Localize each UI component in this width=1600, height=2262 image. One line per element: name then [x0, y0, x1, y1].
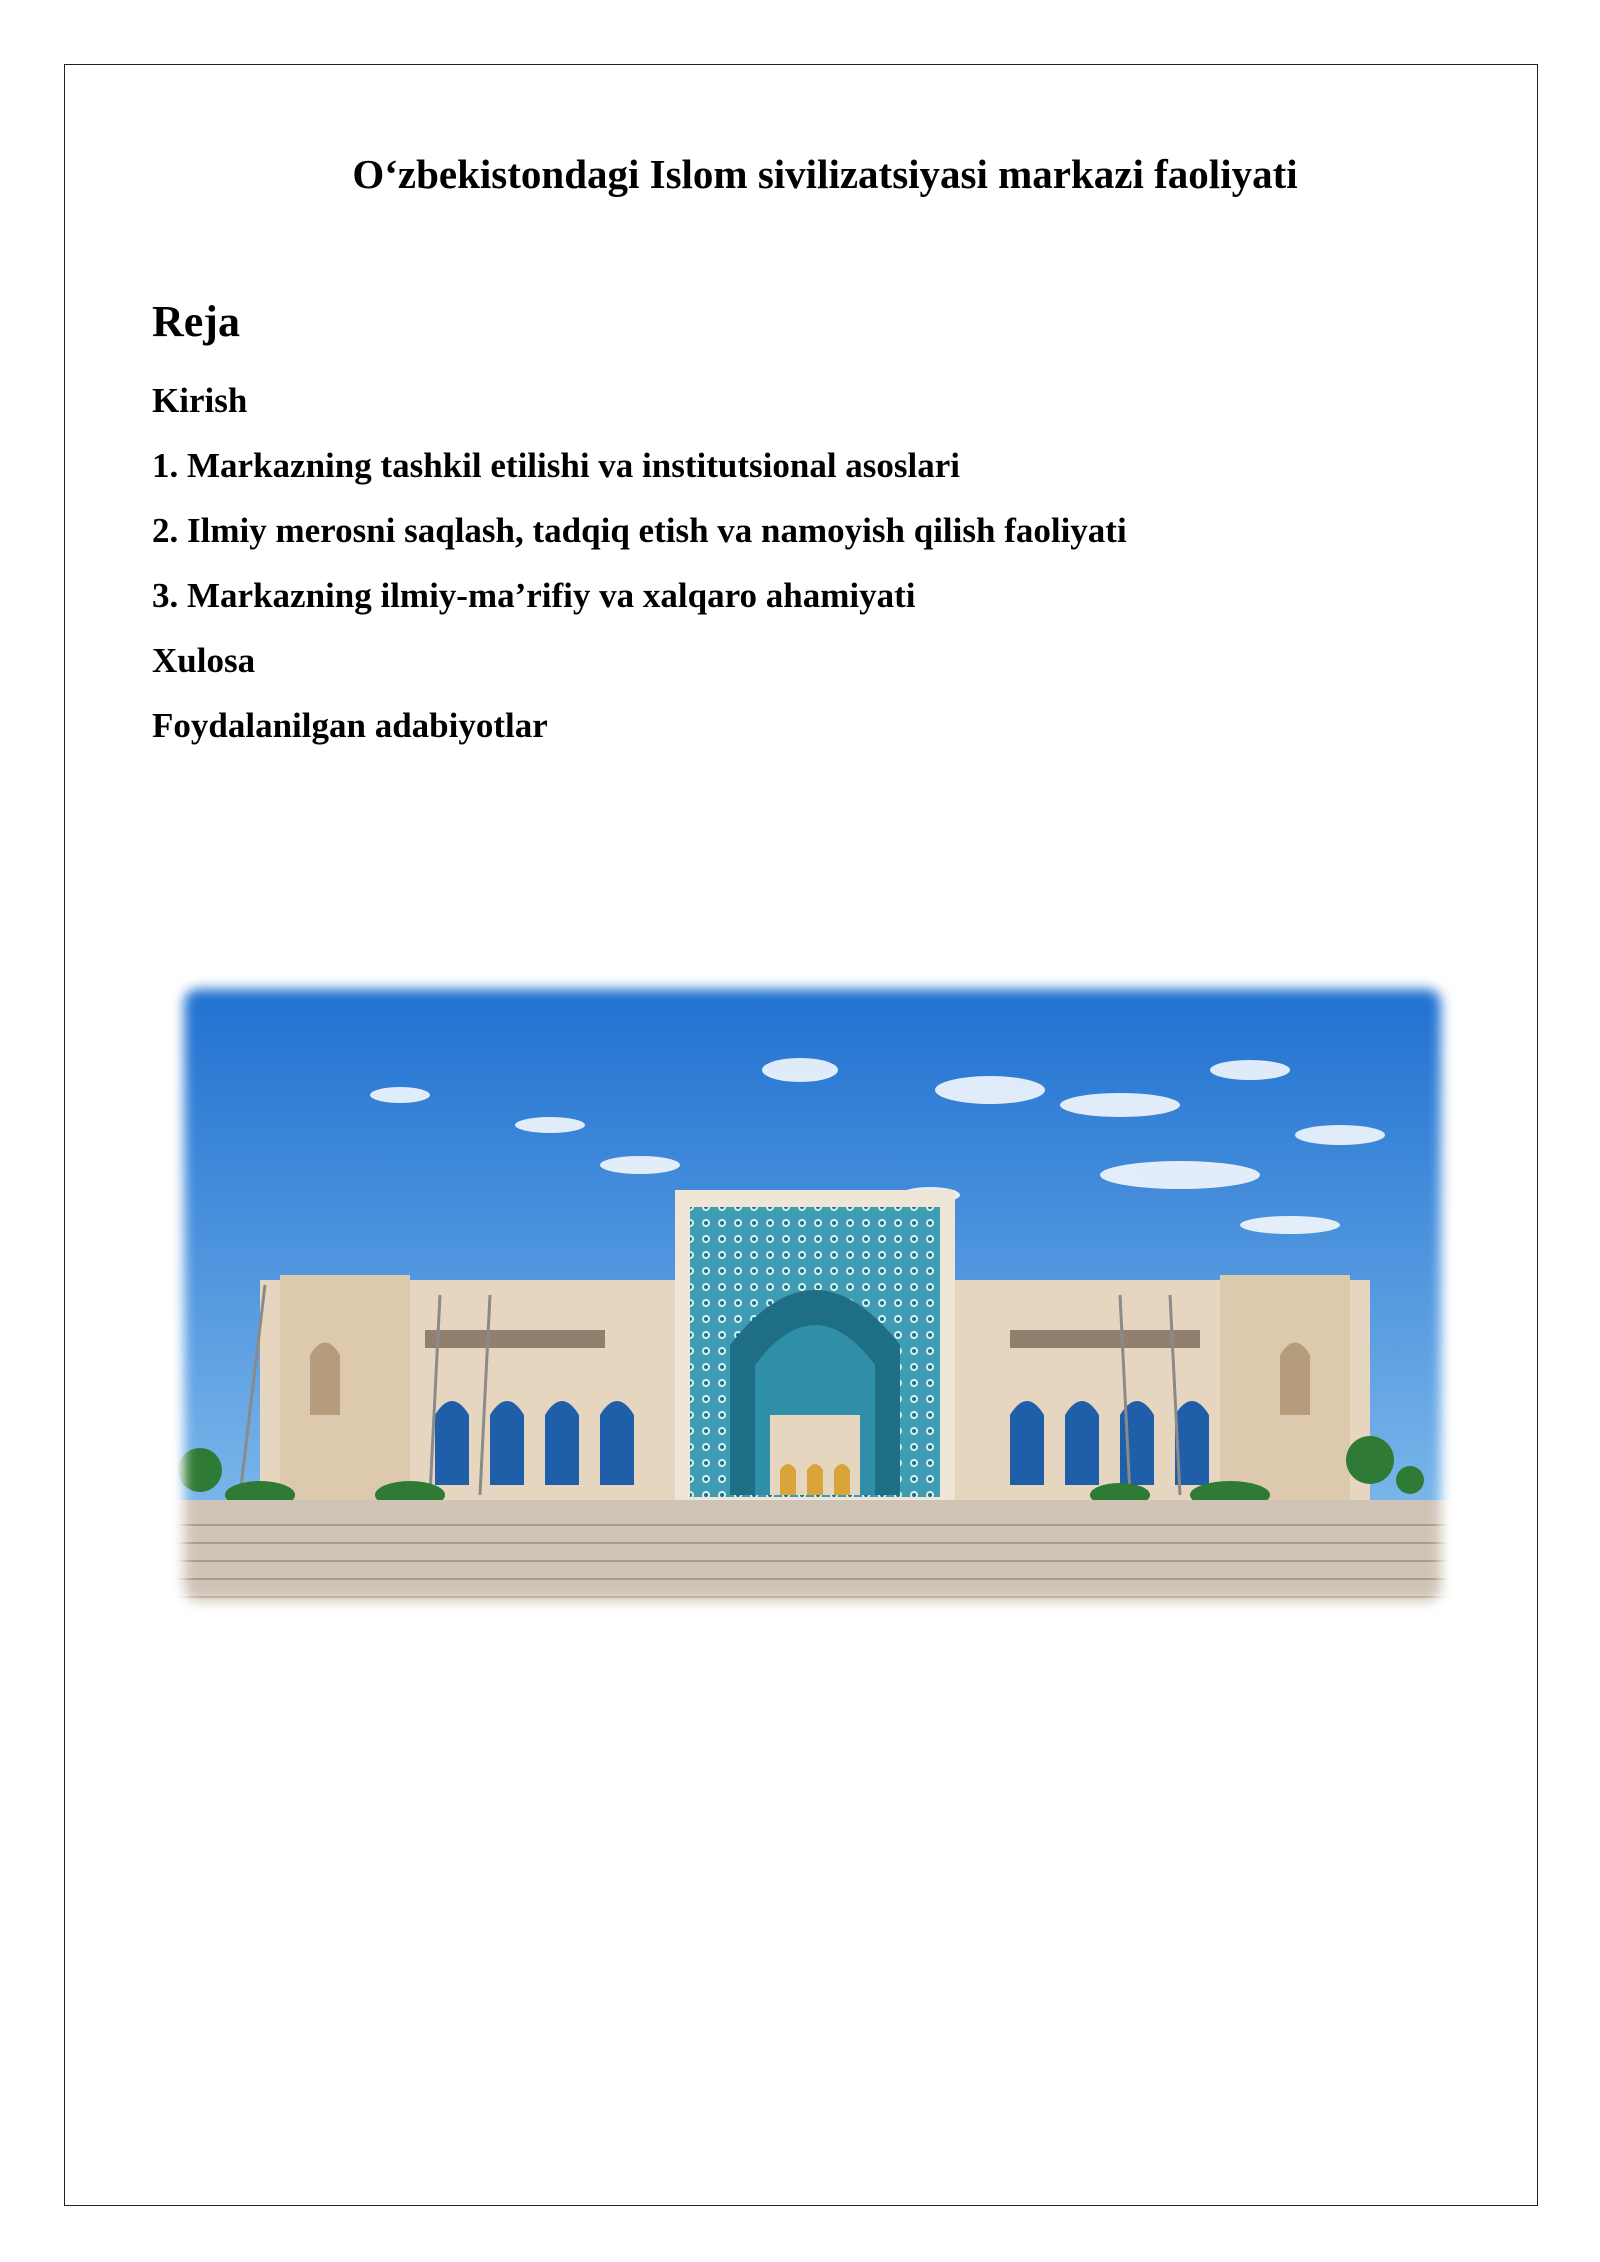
- plan-item-conclusion: Xulosa: [152, 641, 256, 680]
- plan-heading: Reja: [152, 297, 240, 346]
- document-title: O‘zbekistondagi Islom sivilizatsiyasi markazi faoliyati: [352, 151, 1298, 197]
- plan-item-2: 2. Ilmiy merosni saqlash, tadqiq etish va namoyish qilish faoliyati: [152, 511, 1127, 550]
- islamic-civilization-center-photo: [170, 975, 1455, 1615]
- plan-section: [152, 297, 1127, 758]
- plan-item-3: 3. Markazning ilmiy-ma’rifiy va xalqaro ahamiyati: [152, 576, 916, 615]
- plan-item-introduction: Kirish: [152, 381, 248, 420]
- plan-list: [152, 368, 1127, 758]
- plan-item-references: Foydalanilgan adabiyotlar: [152, 706, 548, 745]
- plan-item-1: 1. Markazning tashkil etilishi va institutsional asoslari: [152, 446, 961, 485]
